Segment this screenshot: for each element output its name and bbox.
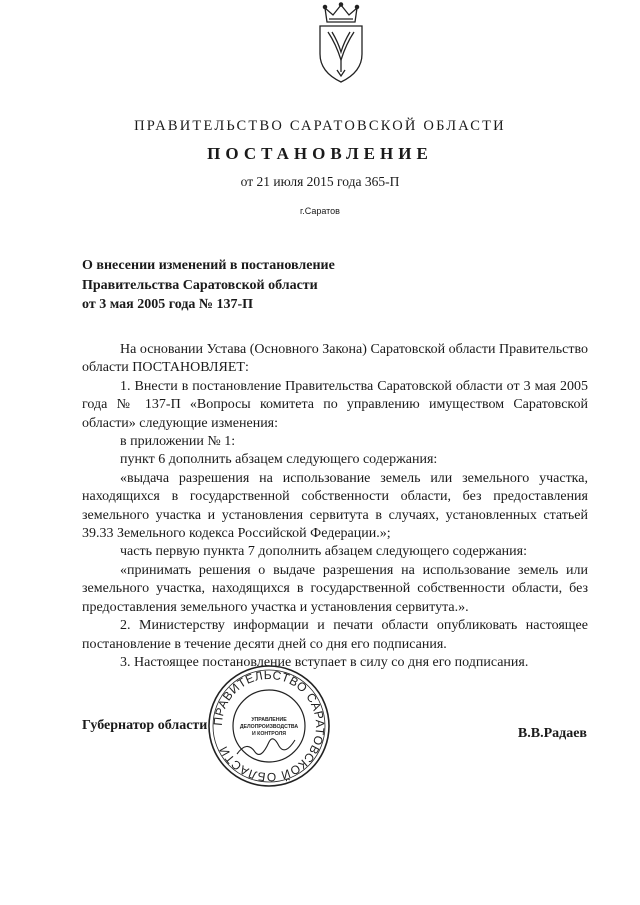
subject-line: О внесении изменений в постановление [82,258,335,273]
body-paragraph: в приложении № 1: [120,434,236,450]
seal-center-line: И КОНТРОЛЯ [252,731,286,737]
seal-center-line: УПРАВЛЕНИЕ [251,717,287,723]
document-type: ПОСТАНОВЛЕНИЕ [207,144,433,163]
body-paragraph: «выдача разрешения на использование земель или земельного участка, находящихся в государственной собственности области, без предоставления земельного участка и установления сервитута в случаях, установленных статьей 39.33 Земельного кодекса Российской Федерации.»; [82,470,588,542]
government-title: ПРАВИТЕЛЬСТВО САРАТОВСКОЙ ОБЛАСТИ [134,118,506,134]
body-paragraph: часть первую пункта 7 дополнить абзацем следующего содержания: [120,544,527,560]
body-paragraph: «принимать решения о выдаче разрешения на использование земель или земельного участка, находящихся в государственной собственности области, без предоставления земельного участка и установления сервитута.». [82,562,588,615]
subject-line: от 3 мая 2005 года № 137-П [82,297,254,312]
body-paragraph: 3. Настоящее постановление вступает в силу со дня его подписания. [120,654,529,670]
handwritten-signature [237,739,295,755]
signatory-name: В.В.Радаев [517,726,587,741]
signature-block [82,718,587,742]
document-subject [82,256,412,315]
seal-center-line: ДЕЛОПРОИЗВОДСТВА [239,724,299,730]
body-paragraph: пункт 6 дополнить абзацем следующего содержания: [120,452,438,468]
seal-ring-text: ПРАВИТЕЛЬСТВО САРАТОВСКОЙ ОБЛАСТИ [210,667,328,785]
document-date-number: от 21 июля 2015 года 365-П [240,174,400,189]
subject-line: Правительства Саратовской области [82,277,318,293]
body-paragraph: 2. Министерству информации и печати области опубликовать настоящее постановление в течение десяти дней со дня его подписания. [82,618,588,652]
body-paragraph: 1. Внести в постановление Правительства Саратовской области от 3 мая 2005 года № 137-П «Вопросы комитета по управлению имуществом Саратовской области» следующие изменения: [82,378,588,431]
document-body [82,341,588,672]
body-paragraph: На основании Устава (Основного Закона) Саратовской области Правительство области ПОСТАНОВЛЯЕТ: [82,342,588,376]
official-seal [207,664,331,788]
signatory-position: Губернатор области [82,718,208,733]
document-city: г.Саратов [300,206,340,216]
coat-of-arms-emblem [310,2,372,84]
